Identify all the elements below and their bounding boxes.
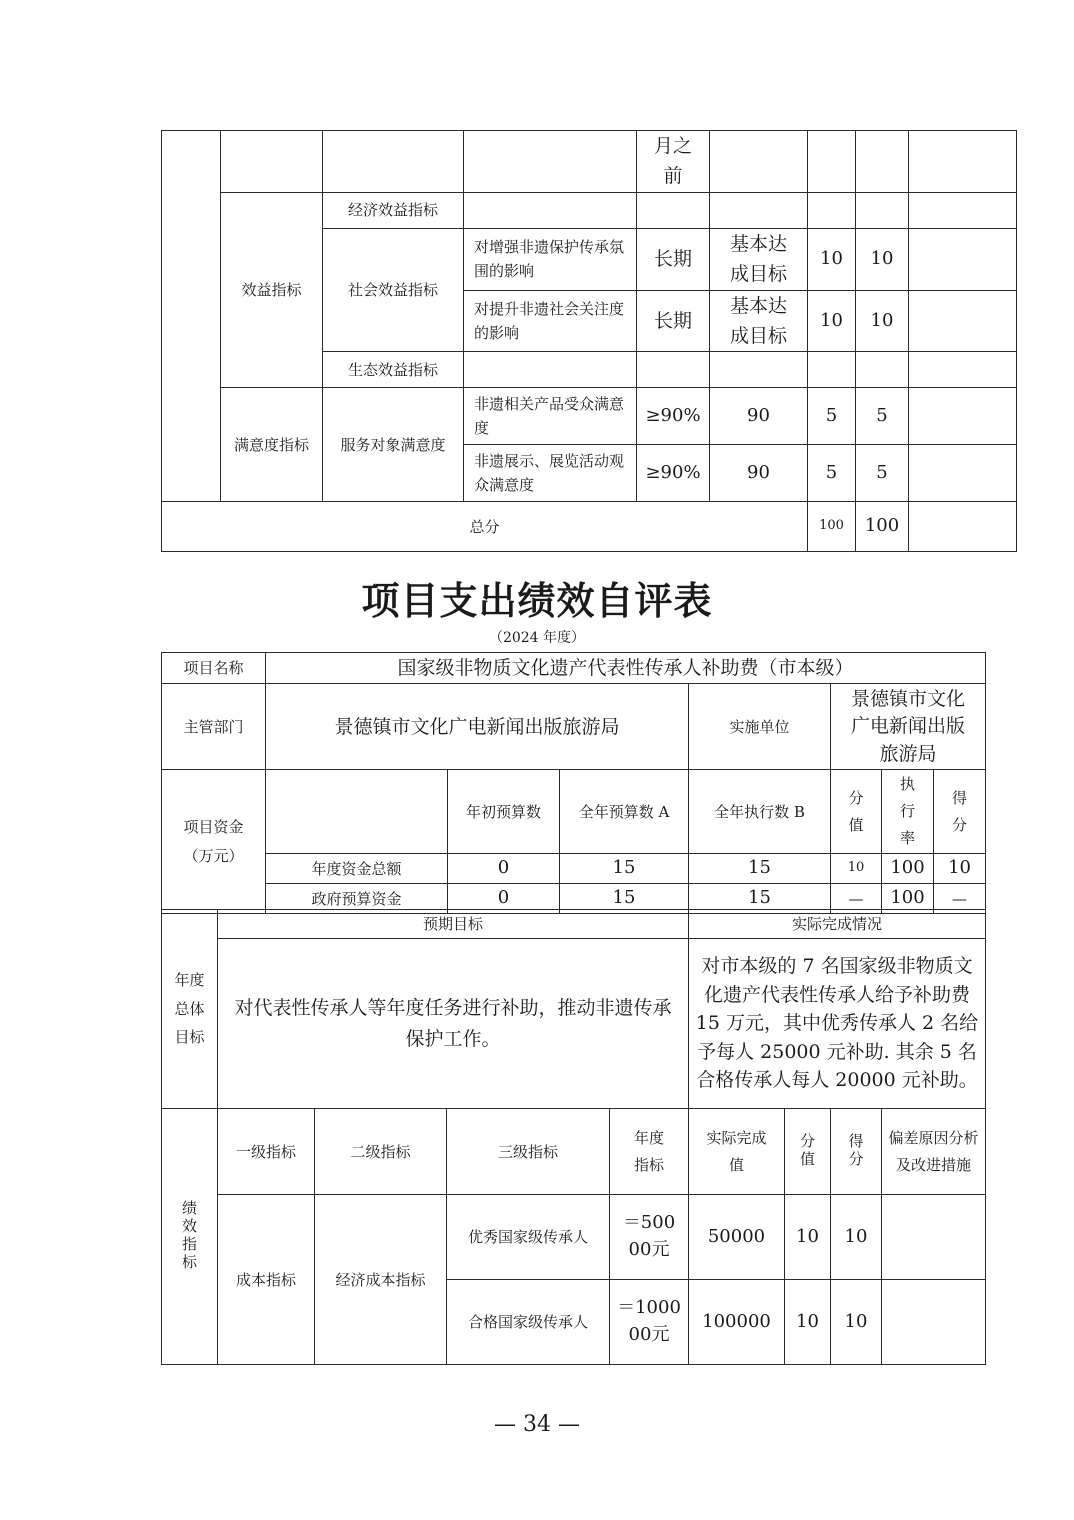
blank-cell (882, 1280, 986, 1365)
blank-cell (808, 131, 856, 193)
level1-cost: 成本指标 (218, 1195, 315, 1365)
fund-initial: 0 (448, 884, 560, 914)
actual-cell: 基本达成目标 (710, 290, 808, 352)
header-deviation: 偏差原因分析及改进措施 (882, 1109, 986, 1195)
project-info-table (161, 652, 986, 914)
performance-table (161, 1108, 986, 1365)
level2-ecological: 生态效益指标 (323, 352, 464, 388)
funds-label: 项目资金（万元） (162, 770, 266, 914)
annual-goals-table (161, 909, 986, 1109)
time-cell: 月之前 (637, 131, 710, 193)
header-weight: 分值 (785, 1109, 831, 1195)
blank-cell (464, 131, 637, 193)
header-level3: 三级指标 (447, 1109, 610, 1195)
fund-row-name: 年度资金总额 (266, 854, 448, 884)
weight-cell: 10 (808, 228, 856, 290)
blank-cell (162, 131, 221, 502)
indicator-cell: 非遗展示、展览活动观众满意度 (464, 445, 637, 502)
fund-score: 10 (934, 854, 986, 884)
blank-cell (323, 131, 464, 193)
level2-social: 社会效益指标 (323, 228, 464, 352)
fund-executed: 15 (689, 854, 831, 884)
project-name: 国家级非物质文化遗产代表性传承人补助费（市本级） (266, 653, 986, 684)
blank-cell (909, 131, 1017, 193)
weight-cell: 10 (785, 1280, 831, 1365)
header-rate: 执行率 (882, 770, 934, 854)
dept-value: 景德镇市文化广电新闻出版旅游局 (266, 684, 689, 770)
blank-cell (637, 192, 710, 228)
expected-header: 预期目标 (218, 910, 689, 939)
header-weight: 分值 (831, 770, 882, 854)
target-cell: ＝100000元 (610, 1280, 689, 1365)
header-budget: 全年预算数 A (560, 770, 689, 854)
blank-cell (808, 352, 856, 388)
score-cell: 5 (856, 388, 909, 445)
weight-cell: 10 (808, 290, 856, 352)
fund-score: — (934, 884, 986, 914)
fund-executed: 15 (689, 884, 831, 914)
blank-cell (464, 192, 637, 228)
total-weight: 100 (808, 502, 856, 552)
actual-header: 实际完成情况 (689, 910, 986, 939)
blank-cell (909, 502, 1017, 552)
fund-rate: 100 (882, 884, 934, 914)
actual-result: 对市本级的 7 名国家级非物质文化遗产代表性传承人给予补助费 15 万元，其中优秀传承人 2 名给予每人 25000 元补助. 其余 5 名合格传承人每人 20000 元补助。 (689, 939, 986, 1109)
actual-cell: 90 (710, 388, 808, 445)
level2-service: 服务对象满意度 (323, 388, 464, 502)
fund-initial: 0 (448, 854, 560, 884)
score-cell: 10 (831, 1280, 882, 1365)
blank-cell (464, 352, 637, 388)
page-title: 项目支出绩效自评表 (361, 579, 713, 623)
target-cell: ≥90% (637, 388, 710, 445)
header-score: 得分 (934, 770, 986, 854)
score-cell: 10 (856, 228, 909, 290)
performance-label: 绩效指标 (162, 1109, 218, 1365)
indicator-cell: 非遗相关产品受众满意度 (464, 388, 637, 445)
fund-budget: 15 (560, 854, 689, 884)
header-executed: 全年执行数 B (689, 770, 831, 854)
blank-cell (637, 352, 710, 388)
header-annual-target: 年度指标 (610, 1109, 689, 1195)
blank-cell (221, 131, 323, 193)
header-initial: 年初预算数 (448, 770, 560, 854)
target-cell: ≥90% (637, 445, 710, 502)
blank-cell (710, 131, 808, 193)
impl-value: 景德镇市文化广电新闻出版旅游局 (831, 684, 986, 770)
header-actual: 实际完成值 (689, 1109, 785, 1195)
header-level2: 二级指标 (315, 1109, 447, 1195)
fund-weight: 10 (831, 854, 882, 884)
total-label: 总分 (162, 502, 808, 552)
expected-goal: 对代表性传承人等年度任务进行补助，推动非遗传承保护工作。 (218, 939, 689, 1109)
target-cell: 长期 (637, 228, 710, 290)
level1-satisfaction: 满意度指标 (221, 388, 323, 502)
blank-cell (909, 388, 1017, 445)
fund-row-name: 政府预算资金 (266, 884, 448, 914)
target-cell: 长期 (637, 290, 710, 352)
actual-cell: 90 (710, 445, 808, 502)
fund-weight: — (831, 884, 882, 914)
score-cell: 5 (856, 445, 909, 502)
total-score: 100 (856, 502, 909, 552)
previous-indicator-table (161, 130, 1017, 552)
actual-cell: 基本达成目标 (710, 228, 808, 290)
goals-label: 年度总体目标 (162, 910, 218, 1109)
indicator-cell: 对增强非遗保护传承氛围的影响 (464, 228, 637, 290)
actual-cell: 100000 (689, 1280, 785, 1365)
level2-economic: 经济效益指标 (323, 192, 464, 228)
target-cell: ＝50000元 (610, 1195, 689, 1280)
year-subtitle: （2024 年度） (488, 630, 586, 646)
blank-cell (909, 228, 1017, 290)
indicator-cell: 优秀国家级传承人 (447, 1195, 610, 1280)
indicator-cell: 合格国家级传承人 (447, 1280, 610, 1365)
weight-cell: 10 (785, 1195, 831, 1280)
level1-benefit: 效益指标 (221, 192, 323, 388)
page-number: — 34 — (494, 1412, 580, 1437)
weight-cell: 5 (808, 388, 856, 445)
blank-cell (909, 445, 1017, 502)
indicator-cell: 对提升非遗社会关注度的影响 (464, 290, 637, 352)
level2-economic-cost: 经济成本指标 (315, 1195, 447, 1365)
actual-cell: 50000 (689, 1195, 785, 1280)
blank-cell (710, 192, 808, 228)
blank-cell (909, 352, 1017, 388)
score-cell: 10 (856, 290, 909, 352)
score-cell: 10 (831, 1195, 882, 1280)
dept-label: 主管部门 (162, 684, 266, 770)
weight-cell: 5 (808, 445, 856, 502)
blank-cell (909, 192, 1017, 228)
fund-budget: 15 (560, 884, 689, 914)
impl-label: 实施单位 (689, 684, 831, 770)
blank-cell (856, 352, 909, 388)
blank-cell (808, 192, 856, 228)
header-score: 得分 (831, 1109, 882, 1195)
fund-rate: 100 (882, 854, 934, 884)
header-level1: 一级指标 (218, 1109, 315, 1195)
blank-cell (882, 1195, 986, 1280)
blank-cell (856, 192, 909, 228)
blank-cell (909, 290, 1017, 352)
blank-cell (710, 352, 808, 388)
project-name-label: 项目名称 (162, 653, 266, 684)
blank-cell (266, 770, 448, 854)
blank-cell (856, 131, 909, 193)
